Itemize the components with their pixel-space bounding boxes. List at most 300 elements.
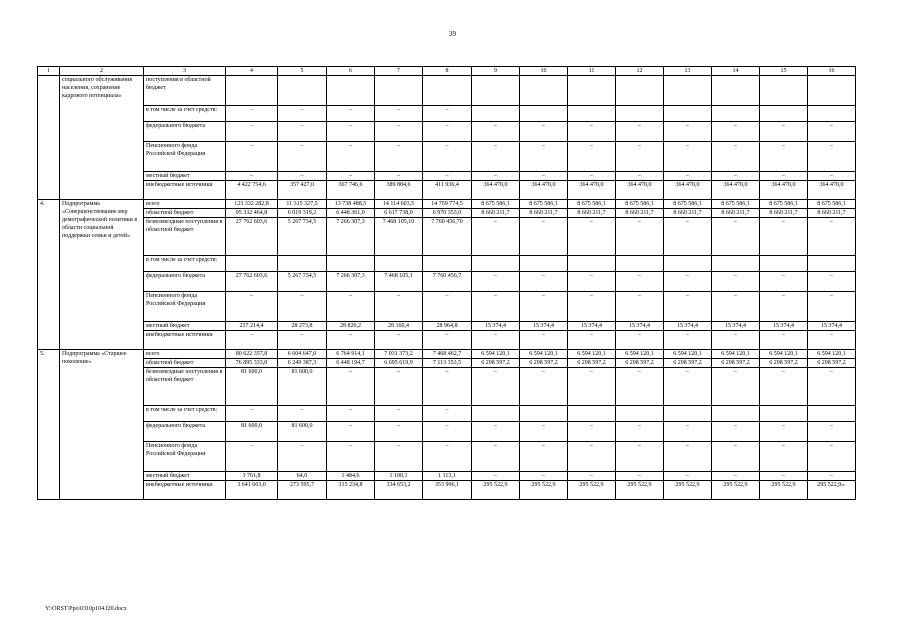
value-cell: 15 374,4 <box>568 322 616 331</box>
value-cell: – <box>278 106 327 122</box>
value-cell: 295 522,9 <box>664 481 712 500</box>
value-cell: 295 522,9 <box>520 481 568 500</box>
value-cell: 3 641 663,0 <box>226 481 278 500</box>
value-cell: – <box>760 442 808 472</box>
value-cell <box>760 76 808 106</box>
value-cell <box>712 106 760 122</box>
value-cell: 6 594 120,1 <box>808 350 856 359</box>
funding-source-cell: в том числе за счет средств: <box>144 406 226 422</box>
value-cell: – <box>278 292 327 322</box>
funding-source-cell: местный бюджет <box>144 472 226 481</box>
value-cell: 6 970 353,0 <box>423 209 472 218</box>
value-cell: – <box>568 292 616 322</box>
value-cell <box>568 256 616 272</box>
value-cell: 7 760 456,70 <box>423 218 472 256</box>
value-cell: – <box>664 472 712 481</box>
value-cell: – <box>760 331 808 350</box>
value-cell: 27 762 603,6 <box>226 272 278 292</box>
value-cell: 81 600,0 <box>226 368 278 406</box>
value-cell: 295 522,9 <box>472 481 520 500</box>
value-cell: – <box>327 442 375 472</box>
value-cell: 6 594 120,1 <box>472 350 520 359</box>
value-cell: – <box>472 331 520 350</box>
value-cell: – <box>520 292 568 322</box>
value-cell: – <box>375 292 423 322</box>
funding-source-cell: местный бюджет <box>144 172 226 181</box>
value-cell: 7 468 462,7 <box>423 350 472 359</box>
value-cell: – <box>712 472 760 481</box>
value-cell <box>808 106 856 122</box>
value-cell: – <box>520 331 568 350</box>
value-cell: – <box>472 422 520 442</box>
value-cell: – <box>616 331 664 350</box>
value-cell: 5 267 734,5 <box>278 218 327 256</box>
value-cell: 8 675 586,1 <box>472 200 520 209</box>
value-cell: 6 448 361,0 <box>327 209 375 218</box>
value-cell: – <box>375 142 423 172</box>
value-cell: 6 298 597,2 <box>664 359 712 368</box>
value-cell: – <box>808 292 856 322</box>
funding-source-cell: внебюджетные источники <box>144 331 226 350</box>
value-cell <box>712 256 760 272</box>
value-cell: – <box>664 122 712 142</box>
row-number-cell: 5. <box>38 350 60 500</box>
value-cell <box>472 256 520 272</box>
value-cell: – <box>664 142 712 172</box>
column-number-cell: 1 <box>38 67 60 76</box>
table-row <box>38 122 856 142</box>
value-cell: 364 470,0 <box>520 181 568 200</box>
value-cell: 8 675 586,1 <box>616 200 664 209</box>
value-cell: – <box>472 122 520 142</box>
subprogram-name-cell: Подпрограмма «Старшее поколение» <box>60 350 144 500</box>
value-cell <box>472 106 520 122</box>
value-cell: – <box>664 422 712 442</box>
value-cell: – <box>664 272 712 292</box>
value-cell: 7 760 456,7 <box>423 272 472 292</box>
funding-source-cell: поступления в областной бюджет <box>144 76 226 106</box>
value-cell: 28 820,2 <box>327 322 375 331</box>
value-cell: 13 738 488,5 <box>327 200 375 209</box>
value-cell <box>664 256 712 272</box>
value-cell <box>712 76 760 106</box>
value-cell: – <box>808 422 856 442</box>
table-row <box>38 472 856 481</box>
value-cell: 28 160,4 <box>375 322 423 331</box>
value-cell: 6 594 120,1 <box>664 350 712 359</box>
value-cell: 6 298 597,2 <box>568 359 616 368</box>
value-cell: – <box>568 172 616 181</box>
value-cell: – <box>520 422 568 442</box>
value-cell <box>760 406 808 422</box>
value-cell: 14 759 774,5 <box>423 200 472 209</box>
value-cell: 6 019 319,2 <box>278 209 327 218</box>
value-cell: 7 031 373,2 <box>375 350 423 359</box>
value-cell: 8 660 211,7 <box>568 209 616 218</box>
value-cell: 8 660 211,7 <box>712 209 760 218</box>
budget-table <box>37 66 856 500</box>
value-cell: – <box>568 422 616 442</box>
table-row <box>38 422 856 442</box>
funding-source-cell: областной бюджет <box>144 209 226 218</box>
value-cell: 389 884,6 <box>375 181 423 200</box>
value-cell: 295 522,9 <box>712 481 760 500</box>
value-cell: – <box>375 172 423 181</box>
value-cell <box>616 106 664 122</box>
funding-source-cell: областной бюджет <box>144 359 226 368</box>
value-cell: 11 315 327,5 <box>278 200 327 209</box>
value-cell: 6 448 194,7 <box>327 359 375 368</box>
value-cell: – <box>568 122 616 142</box>
value-cell: – <box>327 406 375 422</box>
column-number-cell: 16 <box>808 67 856 76</box>
value-cell <box>278 256 327 272</box>
value-cell: 364 470,0 <box>568 181 616 200</box>
value-cell: – <box>226 331 278 350</box>
funding-source-cell: безвозмездные поступления в областной бюджет <box>144 368 226 406</box>
value-cell: – <box>664 172 712 181</box>
value-cell: – <box>664 368 712 406</box>
row-number-cell: 4. <box>38 200 60 350</box>
value-cell: – <box>616 142 664 172</box>
value-cell: 6 594 120,1 <box>568 350 616 359</box>
value-cell <box>375 76 423 106</box>
value-cell: 27 762 603,6 <box>226 218 278 256</box>
value-cell: 6 298 597,2 <box>472 359 520 368</box>
value-cell: – <box>423 142 472 172</box>
value-cell: – <box>616 272 664 292</box>
value-cell: 76 895 333,0 <box>226 359 278 368</box>
value-cell <box>327 256 375 272</box>
value-cell: – <box>423 106 472 122</box>
value-cell <box>616 406 664 422</box>
table-row <box>38 359 856 368</box>
value-cell: 14 114 603,5 <box>375 200 423 209</box>
value-cell: 1 484,6 <box>327 472 375 481</box>
value-cell: – <box>616 422 664 442</box>
value-cell <box>568 406 616 422</box>
value-cell: – <box>664 292 712 322</box>
value-cell: – <box>712 122 760 142</box>
value-cell <box>664 76 712 106</box>
value-cell: – <box>278 331 327 350</box>
value-cell <box>327 76 375 106</box>
value-cell: 6 298 597,2 <box>712 359 760 368</box>
value-cell: – <box>712 172 760 181</box>
value-cell: – <box>226 106 278 122</box>
column-number-row <box>38 67 856 76</box>
value-cell: 364 470,0 <box>472 181 520 200</box>
value-cell <box>568 106 616 122</box>
table-row <box>38 331 856 350</box>
value-cell: 7 468 105,1 <box>375 272 423 292</box>
value-cell: – <box>568 442 616 472</box>
value-cell: 8 660 211,7 <box>664 209 712 218</box>
value-cell: – <box>616 442 664 472</box>
value-cell: – <box>423 368 472 406</box>
value-cell: 15 374,4 <box>664 322 712 331</box>
value-cell: – <box>808 142 856 172</box>
value-cell: 8 675 586,1 <box>712 200 760 209</box>
value-cell: – <box>423 442 472 472</box>
value-cell: 334 653,2 <box>375 481 423 500</box>
value-cell: – <box>278 142 327 172</box>
value-cell: – <box>760 292 808 322</box>
funding-source-cell: всего <box>144 350 226 359</box>
table-row <box>38 350 856 359</box>
funding-source-cell: внебюджетные источники <box>144 481 226 500</box>
value-cell: 15 374,4 <box>520 322 568 331</box>
table-row <box>38 200 856 209</box>
value-cell: 15 374,4 <box>616 322 664 331</box>
value-cell: – <box>808 218 856 256</box>
value-cell: – <box>423 331 472 350</box>
value-cell: 6 249 387,3 <box>278 359 327 368</box>
value-cell: 7 266 307,3 <box>327 218 375 256</box>
value-cell: 6 594 120,1 <box>760 350 808 359</box>
value-cell: – <box>327 368 375 406</box>
value-cell: 15 374,4 <box>472 322 520 331</box>
value-cell: – <box>712 292 760 322</box>
value-cell: – <box>712 422 760 442</box>
column-number-cell: 6 <box>327 67 375 76</box>
value-cell: – <box>226 172 278 181</box>
value-cell <box>472 406 520 422</box>
value-cell: 364 470,0 <box>808 181 856 200</box>
table-row <box>38 218 856 256</box>
value-cell: 5 267 734,5 <box>278 272 327 292</box>
value-cell: 273 595,7 <box>278 481 327 500</box>
table-row <box>38 209 856 218</box>
row-number-cell <box>38 76 60 200</box>
value-cell: – <box>226 122 278 142</box>
value-cell: 364 470,0 <box>664 181 712 200</box>
value-cell: 81 600,0 <box>226 422 278 442</box>
value-cell <box>472 76 520 106</box>
value-cell: 1 100,1 <box>375 472 423 481</box>
table-row <box>38 292 856 322</box>
value-cell: – <box>616 472 664 481</box>
value-cell <box>278 76 327 106</box>
value-cell: – <box>278 122 327 142</box>
value-cell: 315 234,8 <box>327 481 375 500</box>
table-row <box>38 272 856 292</box>
value-cell: 6 298 597,2 <box>808 359 856 368</box>
value-cell: 8 675 586,1 <box>808 200 856 209</box>
value-cell: – <box>760 122 808 142</box>
value-cell <box>760 256 808 272</box>
value-cell: 28 273,8 <box>278 322 327 331</box>
value-cell: – <box>327 122 375 142</box>
column-number-cell: 10 <box>520 67 568 76</box>
value-cell: – <box>760 272 808 292</box>
value-cell: – <box>327 172 375 181</box>
value-cell: – <box>760 142 808 172</box>
value-cell: – <box>423 122 472 142</box>
funding-source-cell: всего <box>144 200 226 209</box>
column-number-cell: 4 <box>226 67 278 76</box>
value-cell: – <box>568 218 616 256</box>
value-cell: 295 522,9». <box>808 481 856 500</box>
value-cell: 7 468 105,10 <box>375 218 423 256</box>
value-cell <box>808 406 856 422</box>
value-cell: – <box>712 272 760 292</box>
value-cell <box>808 76 856 106</box>
value-cell <box>520 406 568 422</box>
column-number-cell: 9 <box>472 67 520 76</box>
value-cell: – <box>760 218 808 256</box>
value-cell <box>423 256 472 272</box>
value-cell: – <box>712 368 760 406</box>
column-number-cell: 15 <box>760 67 808 76</box>
value-cell: – <box>520 442 568 472</box>
funding-source-cell: в том числе за счет средств: <box>144 106 226 122</box>
value-cell: 6 298 597,2 <box>616 359 664 368</box>
funding-source-cell: федерального бюджета <box>144 272 226 292</box>
value-cell: 6 764 914,1 <box>327 350 375 359</box>
funding-source-cell: Пенсионного фонда Российской Федерации <box>144 442 226 472</box>
budget-table-container <box>37 66 856 500</box>
value-cell: – <box>760 472 808 481</box>
value-cell: 8 660 211,7 <box>808 209 856 218</box>
value-cell: – <box>520 472 568 481</box>
column-number-cell: 7 <box>375 67 423 76</box>
value-cell <box>226 76 278 106</box>
value-cell: 364 470,0 <box>760 181 808 200</box>
value-cell: – <box>375 368 423 406</box>
value-cell: 411 936,4 <box>423 181 472 200</box>
value-cell: 8 675 586,1 <box>520 200 568 209</box>
value-cell: – <box>226 442 278 472</box>
value-cell <box>712 406 760 422</box>
value-cell: – <box>616 122 664 142</box>
value-cell: 237 214,4 <box>226 322 278 331</box>
value-cell: – <box>712 142 760 172</box>
footer-file-path: Y:\ORST\Ppo\0310p104.f20.docx <box>45 606 127 612</box>
value-cell: – <box>712 331 760 350</box>
value-cell <box>520 106 568 122</box>
value-cell: – <box>375 122 423 142</box>
value-cell: – <box>278 172 327 181</box>
table-row <box>38 481 856 500</box>
table-row <box>38 256 856 272</box>
value-cell: 6 594 120,1 <box>712 350 760 359</box>
value-cell: – <box>664 331 712 350</box>
value-cell: – <box>278 406 327 422</box>
value-cell: – <box>808 472 856 481</box>
column-number-cell: 13 <box>664 67 712 76</box>
value-cell: – <box>472 292 520 322</box>
value-cell: 367 746,6 <box>327 181 375 200</box>
value-cell: – <box>760 368 808 406</box>
value-cell: – <box>808 272 856 292</box>
value-cell <box>664 106 712 122</box>
value-cell: 295 522,9 <box>616 481 664 500</box>
table-row <box>38 76 856 106</box>
funding-source-cell: Пенсионного фонда Российской Федерации <box>144 292 226 322</box>
value-cell: 353 996,1 <box>423 481 472 500</box>
value-cell: – <box>712 442 760 472</box>
value-cell: – <box>520 142 568 172</box>
column-number-cell: 3 <box>144 67 226 76</box>
table-row <box>38 442 856 472</box>
value-cell: – <box>664 218 712 256</box>
column-number-cell: 5 <box>278 67 327 76</box>
column-number-cell: 12 <box>616 67 664 76</box>
value-cell: 8 660 211,7 <box>472 209 520 218</box>
funding-source-cell: местный бюджет <box>144 322 226 331</box>
value-cell <box>664 406 712 422</box>
value-cell <box>520 256 568 272</box>
value-cell: – <box>760 422 808 442</box>
value-cell: – <box>808 172 856 181</box>
value-cell <box>375 256 423 272</box>
value-cell: – <box>327 142 375 172</box>
value-cell: 15 374,4 <box>808 322 856 331</box>
value-cell: 4 422 754,6 <box>226 181 278 200</box>
value-cell: 6 298 597,2 <box>760 359 808 368</box>
value-cell: – <box>226 406 278 422</box>
value-cell: – <box>423 292 472 322</box>
value-cell: 364 470,0 <box>712 181 760 200</box>
value-cell: – <box>808 442 856 472</box>
value-cell: – <box>808 122 856 142</box>
value-cell: – <box>472 172 520 181</box>
table-row <box>38 172 856 181</box>
value-cell: – <box>808 368 856 406</box>
value-cell: 8 660 211,7 <box>616 209 664 218</box>
value-cell: 6 695 619,9 <box>375 359 423 368</box>
value-cell: – <box>616 218 664 256</box>
value-cell: – <box>226 292 278 322</box>
table-row <box>38 368 856 406</box>
value-cell <box>808 256 856 272</box>
column-number-cell: 11 <box>568 67 616 76</box>
value-cell: – <box>375 406 423 422</box>
value-cell: – <box>760 172 808 181</box>
value-cell: – <box>226 142 278 172</box>
value-cell: – <box>520 272 568 292</box>
value-cell: – <box>568 142 616 172</box>
funding-source-cell: в том числе за счет средств: <box>144 256 226 272</box>
value-cell: – <box>616 368 664 406</box>
table-row <box>38 181 856 200</box>
value-cell: – <box>520 122 568 142</box>
value-cell: 7 266 307,3 <box>327 272 375 292</box>
value-cell: – <box>375 331 423 350</box>
value-cell <box>568 76 616 106</box>
value-cell: 81 600,0 <box>278 368 327 406</box>
value-cell: – <box>472 442 520 472</box>
value-cell: 6 604 647,0 <box>278 350 327 359</box>
value-cell: – <box>375 422 423 442</box>
value-cell: – <box>664 442 712 472</box>
value-cell: 64,0 <box>278 472 327 481</box>
funding-source-cell: внебюджетные источники <box>144 181 226 200</box>
value-cell: – <box>568 472 616 481</box>
value-cell: – <box>568 368 616 406</box>
value-cell: – <box>472 368 520 406</box>
subprogram-name-cell: социального обслуживания населения, сохранение кадрового потенциала» <box>60 76 144 200</box>
value-cell: 81 600,0 <box>278 422 327 442</box>
value-cell: – <box>375 442 423 472</box>
value-cell: 6 298 597,2 <box>520 359 568 368</box>
value-cell <box>616 256 664 272</box>
value-cell <box>226 256 278 272</box>
value-cell: – <box>423 422 472 442</box>
funding-source-cell: федерального бюджета <box>144 122 226 142</box>
value-cell: 8 675 586,1 <box>664 200 712 209</box>
